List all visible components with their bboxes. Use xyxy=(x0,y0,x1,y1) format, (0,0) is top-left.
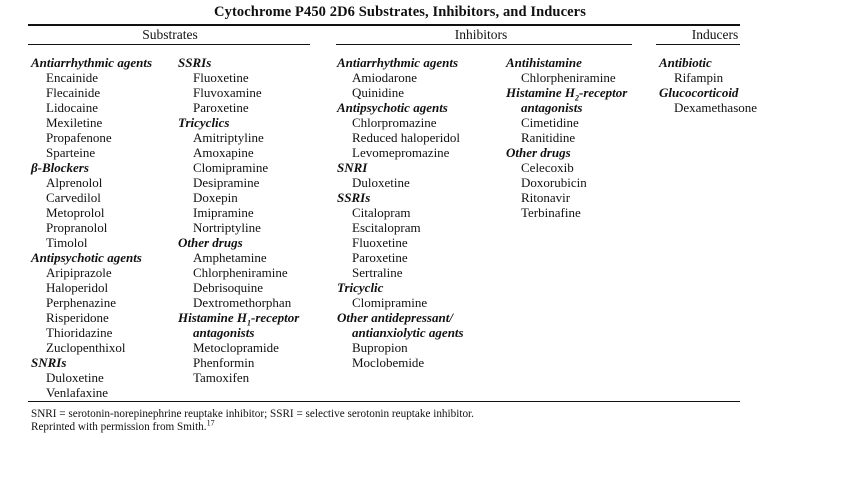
category-text: Antibiotic xyxy=(659,55,712,70)
drug-name: Imipramine xyxy=(193,205,254,220)
category-text: Antiarrhythmic agents xyxy=(31,55,152,70)
drug-name: Flecainide xyxy=(46,85,101,100)
drug-item xyxy=(31,370,191,385)
footnote-abbreviations: SNRI = serotonin-norepinephrine reuptake inhibitor; SSRI = selective serotonin reuptake inhibitor. xyxy=(31,408,474,420)
drug-name: Fluvoxamine xyxy=(193,85,262,100)
drug-item xyxy=(337,115,497,130)
category-text: Histamine H xyxy=(506,85,575,100)
column-substrates-1 xyxy=(31,55,191,400)
category-label xyxy=(178,310,338,328)
drug-name: Tamoxifen xyxy=(193,370,250,385)
drug-item xyxy=(178,205,338,220)
drug-item xyxy=(31,295,191,310)
category-text-suffix: -receptor xyxy=(250,310,300,325)
drug-name: Chlorpromazine xyxy=(352,115,437,130)
drug-name: Thioridazine xyxy=(46,325,113,340)
drug-item xyxy=(31,280,191,295)
category-text: Antipsychotic agents xyxy=(337,100,448,115)
category-label xyxy=(31,160,191,175)
drug-name: Terbinafine xyxy=(521,205,581,220)
category-label xyxy=(337,325,497,340)
category-label xyxy=(337,55,497,70)
drug-name: Nortriptyline xyxy=(193,220,261,235)
category-text: Tricyclics xyxy=(178,115,230,130)
drug-item xyxy=(337,340,497,355)
drug-item xyxy=(31,265,191,280)
drug-name: Moclobemide xyxy=(352,355,425,370)
drug-item xyxy=(31,100,191,115)
drug-name: Amphetamine xyxy=(193,250,267,265)
category-text: Other antidepressant/ xyxy=(337,310,453,325)
drug-name: Amiodarone xyxy=(352,70,417,85)
drug-item xyxy=(506,130,666,145)
header-substrates: Substrates xyxy=(142,27,198,42)
drug-name: Timolol xyxy=(46,235,88,250)
drug-item xyxy=(337,235,497,250)
drug-name: Cimetidine xyxy=(521,115,579,130)
category-text: antagonists xyxy=(521,100,583,115)
drug-name: Mexiletine xyxy=(46,115,103,130)
category-text: Antiarrhythmic agents xyxy=(337,55,458,70)
drug-name: Sparteine xyxy=(46,145,96,160)
category-label xyxy=(506,85,666,103)
receptor-subscript: 2 xyxy=(574,93,579,103)
drug-item xyxy=(31,235,191,250)
drug-name: Metoclopramide xyxy=(193,340,279,355)
drug-name: Perphenazine xyxy=(46,295,117,310)
category-label xyxy=(178,325,338,340)
drug-name: Fluoxetine xyxy=(193,70,249,85)
drug-item xyxy=(506,190,666,205)
drug-item xyxy=(337,220,497,235)
drug-item xyxy=(178,280,338,295)
drug-name: Paroxetine xyxy=(352,250,408,265)
drug-item xyxy=(337,145,497,160)
drug-item xyxy=(337,70,497,85)
drug-name: Metoprolol xyxy=(46,205,105,220)
category-text: Histamine H xyxy=(178,310,247,325)
category-text: antianxiolytic agents xyxy=(352,325,464,340)
drug-item xyxy=(31,220,191,235)
column-inhibitors-1 xyxy=(337,55,497,370)
drug-name: Escitalopram xyxy=(352,220,421,235)
drug-item xyxy=(31,190,191,205)
drug-item xyxy=(178,370,338,385)
bottom-rule xyxy=(28,401,740,402)
drug-item xyxy=(506,205,666,220)
category-label xyxy=(178,235,338,250)
column-substrates-2 xyxy=(178,55,338,385)
category-text: Antipsychotic agents xyxy=(31,250,142,265)
drug-name: Bupropion xyxy=(352,340,408,355)
drug-item xyxy=(506,160,666,175)
drug-item xyxy=(178,100,338,115)
category-label xyxy=(337,280,497,295)
header-rule-inducers xyxy=(656,44,740,45)
category-text: antagonists xyxy=(193,325,255,340)
drug-item xyxy=(178,145,338,160)
drug-item xyxy=(178,175,338,190)
drug-name: Desipramine xyxy=(193,175,260,190)
drug-name: Doxorubicin xyxy=(521,175,587,190)
drug-name: Fluoxetine xyxy=(352,235,408,250)
drug-name: Ritonavir xyxy=(521,190,571,205)
category-text: SNRIs xyxy=(31,355,67,370)
drug-item xyxy=(31,205,191,220)
drug-name: Clomipramine xyxy=(352,295,428,310)
drug-name: Clomipramine xyxy=(193,160,269,175)
footnote-source xyxy=(31,418,474,434)
category-text: Tricyclic xyxy=(337,280,384,295)
drug-item xyxy=(178,70,338,85)
header-inducers: Inducers xyxy=(691,27,739,42)
header-rule-substrates xyxy=(28,44,310,45)
drug-name: Amitriptyline xyxy=(193,130,264,145)
drug-item xyxy=(31,85,191,100)
drug-item xyxy=(178,250,338,265)
drug-name: Reduced haloperidol xyxy=(352,130,460,145)
category-label xyxy=(31,355,191,370)
drug-name: Venlafaxine xyxy=(46,385,109,400)
drug-item xyxy=(506,175,666,190)
category-text-suffix: -receptor xyxy=(578,85,628,100)
drug-item xyxy=(178,190,338,205)
drug-item xyxy=(178,355,338,370)
drug-name: Celecoxib xyxy=(521,160,574,175)
category-text: Other drugs xyxy=(178,235,243,250)
drug-name: Risperidone xyxy=(46,310,109,325)
drug-name: Sertraline xyxy=(352,265,403,280)
drug-item xyxy=(178,130,338,145)
drug-name: Propafenone xyxy=(46,130,112,145)
drug-item xyxy=(337,205,497,220)
drug-name: Duloxetine xyxy=(46,370,104,385)
drug-item xyxy=(178,85,338,100)
category-label xyxy=(506,100,666,115)
category-label xyxy=(31,250,191,265)
drug-item xyxy=(31,340,191,355)
drug-item xyxy=(178,295,338,310)
drug-item xyxy=(31,325,191,340)
category-label xyxy=(337,310,497,325)
footnote-reference: 17 xyxy=(206,418,215,428)
drug-item xyxy=(31,115,191,130)
drug-item xyxy=(659,100,819,115)
drug-item xyxy=(31,130,191,145)
drug-item xyxy=(506,70,666,85)
drug-name: Rifampin xyxy=(674,70,724,85)
category-text: SSRIs xyxy=(178,55,212,70)
drug-item xyxy=(337,250,497,265)
drug-name: Haloperidol xyxy=(46,280,109,295)
category-text: Antihistamine xyxy=(506,55,582,70)
drug-name: Duloxetine xyxy=(352,175,410,190)
category-text: Glucocorticoid xyxy=(659,85,739,100)
drug-item xyxy=(506,115,666,130)
drug-item xyxy=(178,220,338,235)
category-label xyxy=(506,55,666,70)
category-label xyxy=(178,115,338,130)
category-label xyxy=(178,55,338,70)
drug-name: Chlorpheniramine xyxy=(521,70,616,85)
header-rule-inhibitors xyxy=(336,44,632,45)
drug-name: Carvedilol xyxy=(46,190,101,205)
drug-item xyxy=(337,265,497,280)
drug-item xyxy=(659,70,819,85)
table-title: Cytochrome P450 2D6 Substrates, Inhibitors, and Inducers xyxy=(214,4,586,20)
category-text: β-Blockers xyxy=(31,160,89,175)
drug-name: Paroxetine xyxy=(193,100,249,115)
drug-name: Phenformin xyxy=(193,355,255,370)
table-footnote xyxy=(31,408,474,434)
category-label xyxy=(659,55,819,70)
drug-item xyxy=(31,310,191,325)
drug-item xyxy=(337,130,497,145)
column-inhibitors-2 xyxy=(506,55,666,220)
category-label xyxy=(337,100,497,115)
drug-name: Levomepromazine xyxy=(352,145,450,160)
category-text: Other drugs xyxy=(506,145,571,160)
drug-item xyxy=(31,70,191,85)
receptor-subscript: 1 xyxy=(246,318,251,328)
category-text: SNRI xyxy=(337,160,368,175)
drug-name: Quinidine xyxy=(352,85,404,100)
category-label xyxy=(337,190,497,205)
category-label xyxy=(337,160,497,175)
column-inducers xyxy=(659,55,819,115)
drug-name: Debrisoquine xyxy=(193,280,264,295)
drug-name: Encainide xyxy=(46,70,98,85)
top-rule xyxy=(28,24,740,26)
drug-name: Aripiprazole xyxy=(46,265,112,280)
category-text: SSRIs xyxy=(337,190,371,205)
drug-item xyxy=(178,340,338,355)
drug-name: Amoxapine xyxy=(193,145,254,160)
drug-name: Alprenolol xyxy=(46,175,103,190)
drug-name: Doxepin xyxy=(193,190,238,205)
drug-item xyxy=(337,85,497,100)
drug-name: Dextromethorphan xyxy=(193,295,292,310)
drug-name: Ranitidine xyxy=(521,130,576,145)
category-label xyxy=(659,85,819,100)
drug-name: Lidocaine xyxy=(46,100,98,115)
footnote-source-text: Reprinted with permission from Smith. xyxy=(31,421,207,433)
category-label xyxy=(31,55,191,70)
drug-item xyxy=(31,385,191,400)
drug-item xyxy=(31,175,191,190)
drug-name: Chlorpheniramine xyxy=(193,265,288,280)
drug-item xyxy=(337,355,497,370)
drug-name: Propranolol xyxy=(46,220,108,235)
drug-item xyxy=(337,175,497,190)
header-inhibitors: Inhibitors xyxy=(454,27,508,42)
drug-name: Citalopram xyxy=(352,205,411,220)
drug-item xyxy=(337,295,497,310)
category-label xyxy=(506,145,666,160)
drug-item xyxy=(31,145,191,160)
drug-item xyxy=(178,160,338,175)
drug-item xyxy=(178,265,338,280)
drug-name: Dexamethasone xyxy=(674,100,758,115)
drug-name: Zuclopenthixol xyxy=(46,340,126,355)
